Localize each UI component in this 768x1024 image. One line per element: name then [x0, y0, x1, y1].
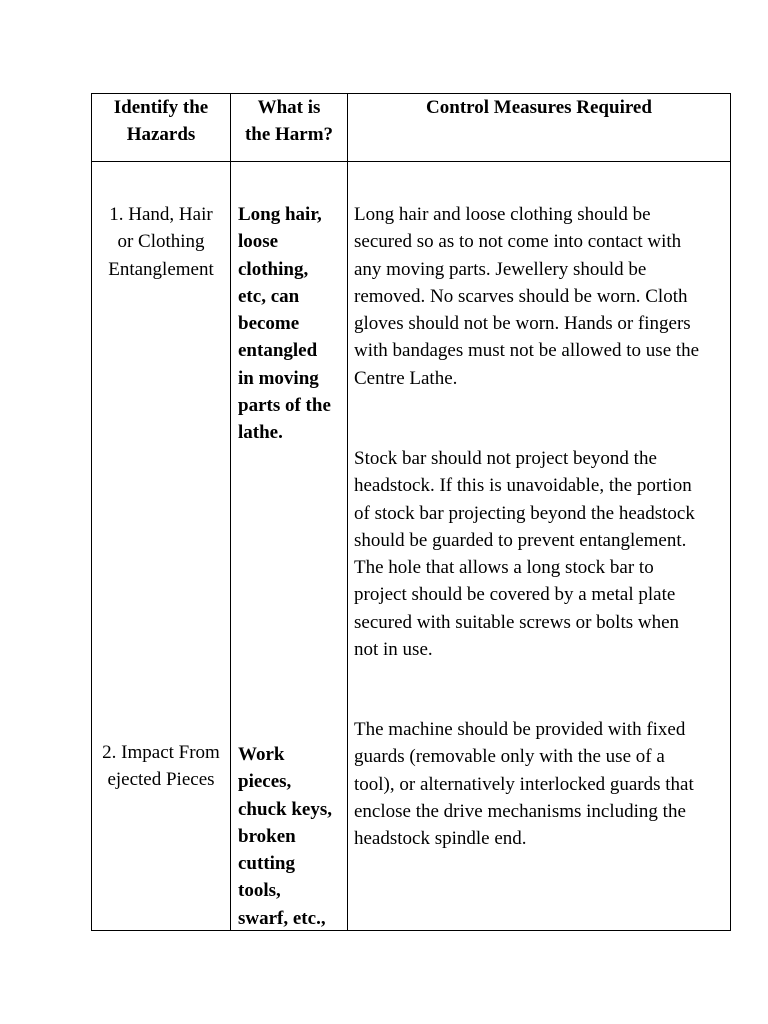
header-hazards: Identify the Hazards: [113, 97, 209, 146]
row1-control-2: Stock bar should not project beyond the headstock. If this is unavoidable, the portion of stock bar projecting beyond the headstock should be guarded to prevent entanglement. The hole that allows a long stock bar to project should be covered by a metal plate secured with suitable screws or bolts when not in use.: [354, 448, 695, 661]
header-divider: [92, 161, 730, 162]
hazard-table: [91, 93, 731, 931]
row2-control-1: The machine should be provided with fixed guards (removable only with the use of a tool), or alternatively interlocked guards that enclose the drive mechanisms including the headstock spindle end.: [354, 719, 694, 850]
row1-control-1: Long hair and loose clothing should be secured so as to not come into contact with any moving parts. Jewellery should be removed. No scarves should be worn. Cloth gloves should not be worn. Hands or fingers with bandages must not be allowed to use the Centre Lathe.: [354, 204, 700, 389]
column-divider-2: [347, 94, 348, 930]
header-controls: Control Measures Required: [426, 97, 652, 118]
row2-harm: Work pieces, chuck keys, broken cutting tools, swarf, etc.,: [238, 744, 332, 929]
row1-hazard: 1. Hand, Hair or Clothing Entanglement: [108, 204, 214, 280]
header-harm: What is the Harm?: [244, 97, 334, 146]
row2-hazard: 2. Impact From ejected Pieces: [102, 742, 220, 791]
row1-harm: Long hair, loose clothing, etc, can become entangled in moving parts of the lathe.: [238, 204, 331, 444]
column-divider-1: [230, 94, 231, 930]
